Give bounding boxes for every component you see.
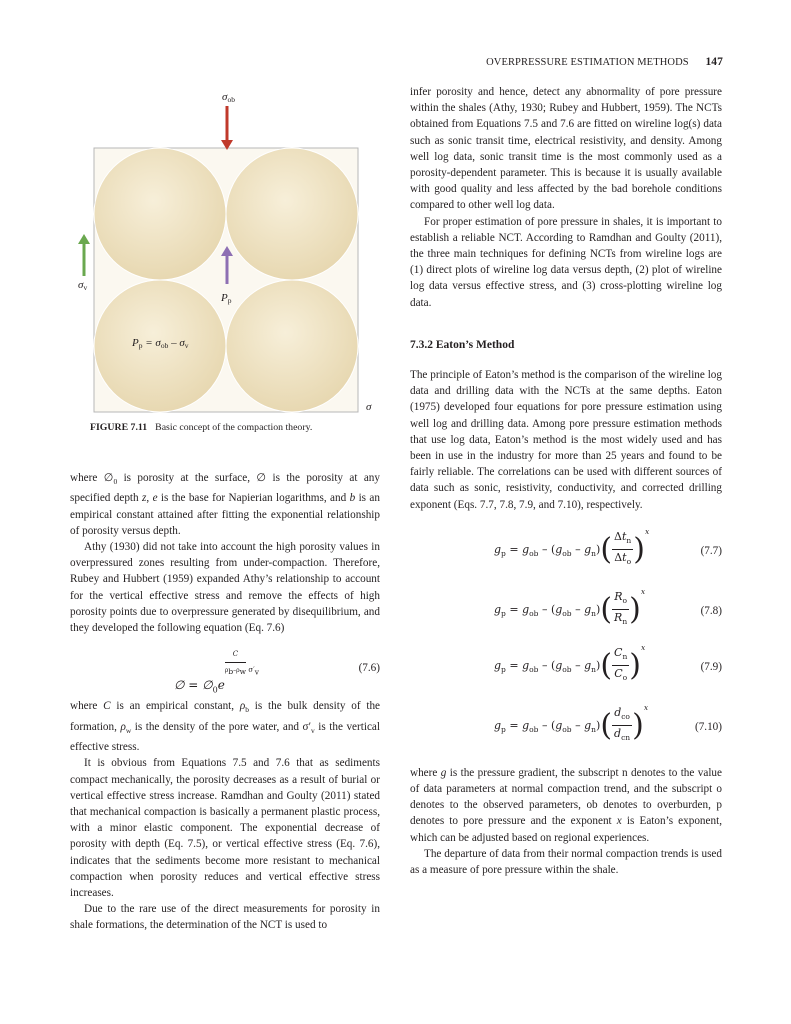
equation-7-9-number: (7.9) xyxy=(700,660,722,673)
paragraph: Due to the rare use of the direct measurements for porosity in shale formations, the determination of the NCT is used to xyxy=(70,903,380,932)
paragraph: It is obvious from Equations 7.5 and 7.6 that as sediments compact mechanically, the porosity decreases as a result of burial or vertical effective stress increase. Ramdhan and Goulty (2011) stated that mechanical compaction is basically a permanent plastic process, with a minor elastic component. The exponential decrease of porosity with depth (Eq. 7.5), or vertical effective stress (Eq. 7.6), indicates that the sediments become more resistant to mechanical compaction when porosity reduces and vertical effective stress increases. xyxy=(70,757,380,899)
compaction-figure xyxy=(70,84,382,420)
paragraph: Athy (1930) did not take into account the high porosity values in overpressured zones resulting from under-compaction. Therefore, Rubey and Hubbert (1959) expanded Athy’s relationship to account for the vertical effective stress and remove the effects of high porosity points due to overpressure generated by disequilibrium, and they developed the following equation (Eq. 7.6) xyxy=(70,541,380,635)
paragraph: infer porosity and hence, detect any abnormality of pore pressure within the shales (Athy, 1930; Rubey and Hubbert, 1959). The NCTs obtained from Equations 7.5 and 7.6 are fitted on wireline log(s) data such as sonic transit time, electrical resistivity, and density. Among well log data, sonic transit time is the most commonly used as a porosity-dependent parameter. This is because it is usually available with good quality and less affected by the bad borehole conditions compared to other well log data. xyxy=(410,86,722,212)
equation-7-6-block xyxy=(70,636,380,698)
running-title: OVERPRESSURE ESTIMATION METHODS xyxy=(486,57,689,68)
equation-7-10-number: (7.10) xyxy=(694,720,722,733)
caption-text: Basic concept of the compaction theory. xyxy=(155,422,313,433)
label-pore-pressure: Pp xyxy=(221,292,232,305)
left-column xyxy=(70,470,380,934)
equation-7-7-number: (7.7) xyxy=(700,544,722,557)
paragraph: The principle of Eaton’s method is the comparison of the wireline log data and drilling data with the NCTs at the same depths. Eaton (1975) developed four equations for pore pressure estimation using well log and drilling data. Among pore pressure estimation methods that use log data, Eaton’s method is the most widely used and has been in use in the industry for more than 25 years and found to be fairly reliable. The correlations can be used with different sources of data such as sonic, resistivity, conductivity, and corrected drilling exponent (Eqs. 7.7, 7.8, 7.9, and 7.10), respectively. xyxy=(410,369,722,511)
page-number: 147 xyxy=(705,56,723,68)
paragraph: where g is the pressure gradient, the subscript n denotes to the value of data parameters at normal compaction trend, and the subscript o denotes to the observed parameters, ob denotes to overburden, p denotes to pore pressure and the exponent x is Eaton’s exponent, which can be adjusted based on regional experiences. xyxy=(410,766,722,844)
running-header xyxy=(486,56,723,68)
figure-caption xyxy=(90,422,312,433)
eaton-equations xyxy=(410,513,722,765)
equation-7-10: $g_p = g_{ob} - (g_{ob} - g_n)$( $\frac{d_{co}}{d_{cn}}$ )$^x$ xyxy=(494,703,649,743)
paragraph: where $\emptyset_0$ is porosity at the surface, ∅ is the porosity at any specified depth z, e is the base for Napierian logarithms, and b is an empirical constant attained after fitting the exponential relationship of porosity versus depth. xyxy=(70,472,380,537)
paragraph: For proper estimation of pore pressure in shales, it is important to establish a reliable NCT. According to Ramdhan and Goulty (2011), the three main techniques for defining NCTs from wireline logs are (1) direct plots of wireline log data versus depth, (2) plot of wireline log data versus effective stress, and (3) cross-plotting wireline log data. xyxy=(410,215,722,309)
equation-7-9: $g_p = g_{ob} - (g_{ob} - g_n)$( $\frac{C_n}{C_o}$ )$^x$ xyxy=(494,643,646,683)
label-sigma-v: σv xyxy=(78,279,88,292)
paragraph: where C is an empirical constant, $\rho_b$ is the bulk density of the formation, $\rho_w$ is the density of the pore water, and $\sigma'_v$ is the vertical effective stress. xyxy=(70,700,381,754)
effective-stress-arrow-head xyxy=(78,234,90,244)
section-heading: 7.3.2 Eaton’s Method xyxy=(410,338,515,351)
label-sigma-ob: σob xyxy=(222,91,235,104)
equation-7-8-number: (7.8) xyxy=(700,604,722,617)
grain-top-right xyxy=(226,148,358,280)
grain-top-left xyxy=(94,148,226,280)
equation-7-6-number: (7.6) xyxy=(358,662,380,675)
equation-7-6: ∅ = $\emptyset_0e$ $^{\frac{C}{\rho_b-\rho_w} \sigma'_v}$ xyxy=(174,658,259,699)
equation-7-8: $g_p = g_{ob} - (g_{ob} - g_n)$( $\frac{R_o}{R_n}$ )$^x$ xyxy=(494,587,646,627)
grain-bottom-right xyxy=(226,280,358,412)
label-balance-equation: Pp = σob – σv xyxy=(132,337,189,350)
paragraph: The departure of data from their normal compaction trends is used as a measure of pore pressure within the shale. xyxy=(410,847,722,877)
right-column xyxy=(410,84,722,878)
equation-7-7: $g_p = g_{ob} - (g_{ob} - g_n)$( $\frac{\Delta t_n}{\Delta t_o}$ )$^x$ xyxy=(494,527,650,567)
label-sigma: σ xyxy=(366,401,372,413)
caption-label: FIGURE 7.11 xyxy=(90,422,148,433)
